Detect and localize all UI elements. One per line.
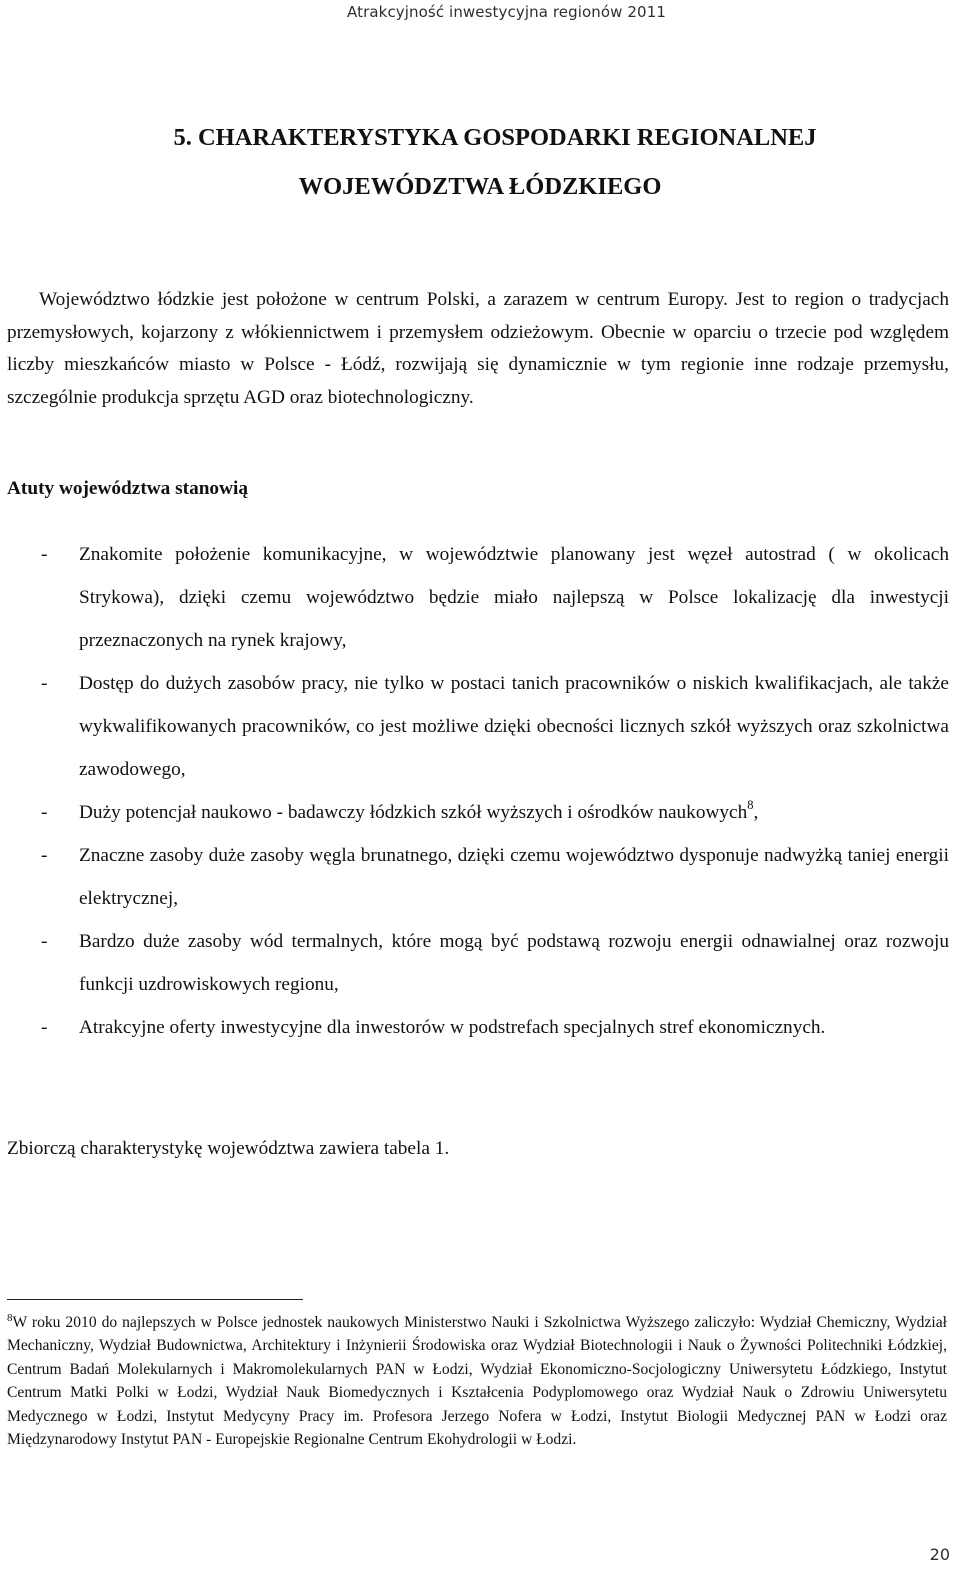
page-number: 20	[929, 1545, 950, 1564]
chapter-title-line-1: 5. CHARAKTERYSTYKA GOSPODARKI REGIONALNEJ	[173, 124, 817, 151]
list-item	[7, 920, 949, 1006]
list-item	[7, 834, 949, 920]
running-header: Atrakcyjność inwestycyjna regionów 2011	[347, 3, 666, 21]
strengths-list	[7, 533, 949, 1049]
intro-paragraph: Województwo łódzkie jest położone w centrum Polski, a zarazem w centrum Europy. Jest to region o tradycjach przemysłowych, kojarzony z włókiennictwem i przemysłem odzieżowym. Obecnie w oparciu o trzecie pod względem liczby mieszkańców miasto w Polsce - Łódź, rozwijają się dynamicznie w tym regionie inne rodzaje przemysłu, szczególnie produkcja sprzętu AGD oraz biotechnologiczny.	[7, 289, 949, 408]
list-item-text: Atrakcyjne oferty inwestycyjne dla inwestorów w podstrefach specjalnych stref ekonomicznych.	[79, 1017, 826, 1038]
list-item-text: Dostęp do dużych zasobów pracy, nie tylko w postaci tanich pracowników o niskich kwalifikacjach, ale także wykwalifikowanych pracowników, co jest możliwe dzięki obecności licznych szkół wyższych oraz szkolnictwa zawodowego,	[79, 673, 949, 780]
chapter-title-line-2: WOJEWÓDZTWA ŁÓDZKIEGO	[298, 173, 662, 200]
list-item	[7, 662, 949, 791]
footnote-reference[interactable]: 8	[747, 798, 754, 812]
footnote-separator	[7, 1299, 303, 1300]
list-item-text: Bardzo duże zasoby wód termalnych, które mogą być podstawą rozwoju energii odnawialnej oraz rozwoju funkcji uzdrowiskowych regionu,	[79, 931, 949, 995]
list-item	[7, 791, 949, 834]
footnote	[7, 1311, 947, 1451]
strengths-heading: Atuty województwa stanowią	[7, 478, 248, 499]
list-item-text: Znaczne zasoby duże zasoby węgla brunatnego, dzięki czemu województwo dysponuje nadwyżką taniej energii elektrycznej,	[79, 845, 949, 909]
list-item-text: Znakomite położenie komunikacyjne, w województwie planowany jest węzeł autostrad ( w okolicach Strykowa), dzięki czemu województwo będzie miało najlepszą w Polsce lokalizację dla inwestycji przeznaczonych na rynek krajowy,	[79, 544, 949, 651]
list-item	[7, 1006, 949, 1049]
footnote-marker: 8	[7, 1312, 13, 1324]
summary-sentence: Zbiorczą charakterystykę województwa zawiera tabela 1.	[7, 1138, 450, 1159]
list-item-text: Duży potencjał naukowo - badawczy łódzkich szkół wyższych i ośrodków naukowych	[79, 802, 748, 823]
footnote-text: W roku 2010 do najlepszych w Polsce jednostek naukowych Ministerstwo Nauki i Szkolnictwa Wyższego zaliczyło: Wydział Chemiczny, Wydział Mechaniczny, Wydział Budownictwa, Architektury i Inżynierii Środowiska oraz Wydział Biotechnologii i Nauk o Żywności Politechniki Łódzkiej, Centrum Badań Molekularnych i Makromolekularnych PAN w Łodzi, Wydział Ekonomiczno-Socjologiczny Uniwersytetu Łódzkiego, Instytut Centrum Matki Polki w Łodzi, Wydział Nauk Biomedycznych i Kształcenia Podyplomowego oraz Wydział Nauk o Zdrowiu Uniwersytetu Medycznego w Łodzi, Instytut Medycyny Pracy im. Profesora Jerzego Nofera w Łodzi, Instytut Biologii Medycznej PAN w Łodzi oraz Międzynarodowy Instytut PAN - Europejskie Regionalne Centrum Ekohydrologii w Łodzi.	[7, 1314, 947, 1449]
list-item-suffix: ,	[753, 802, 759, 823]
list-item	[7, 533, 949, 662]
